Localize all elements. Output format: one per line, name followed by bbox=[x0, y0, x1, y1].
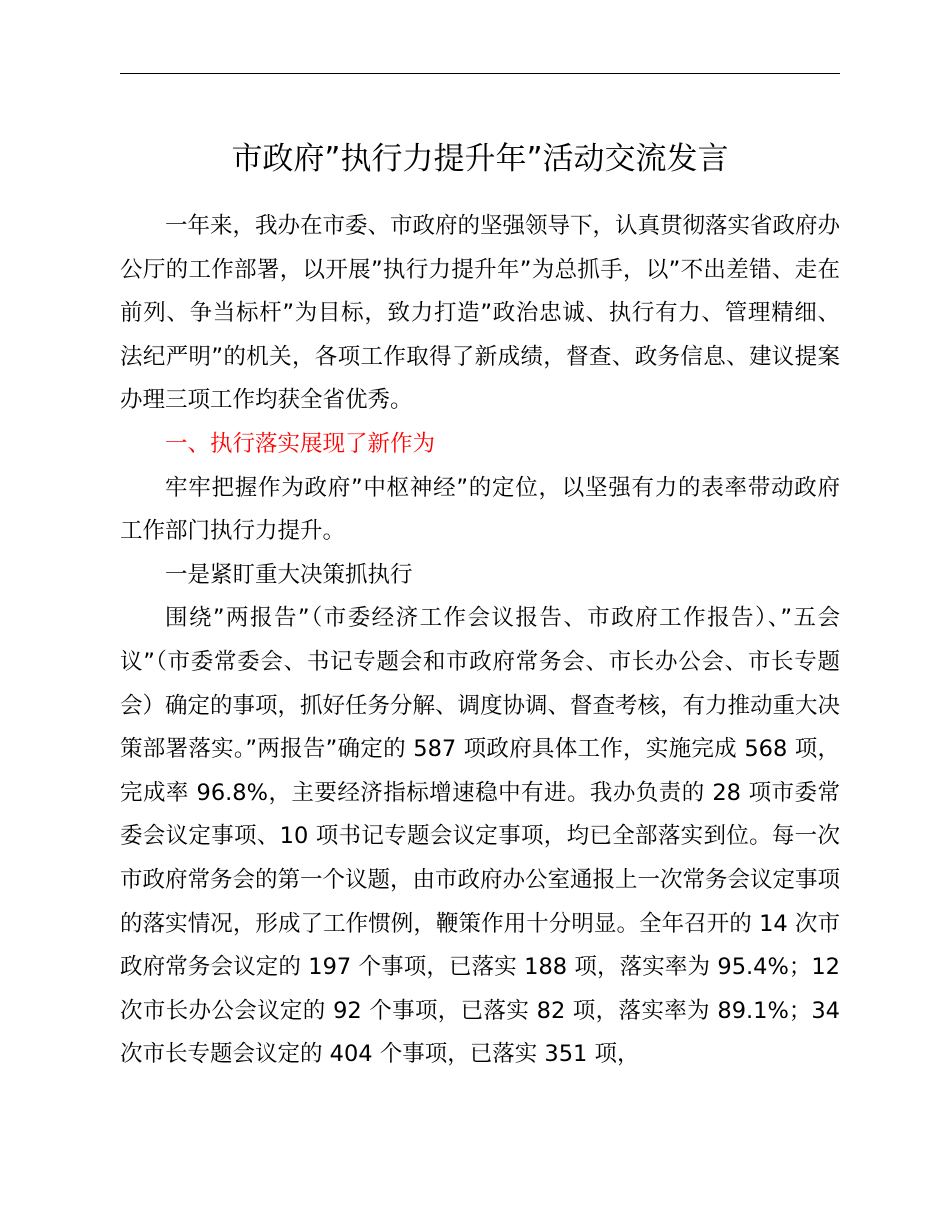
subsection-heading: 一是紧盯重大决策抓执行 bbox=[165, 561, 413, 588]
header-rule bbox=[120, 73, 840, 74]
document-body bbox=[120, 205, 840, 1077]
details-paragraph: 围绕”两报告”（市委经济工作会议报告、市政府工作报告）、”五会议”（市委常委会、书记专题会和市政府常务会、市长办公会、市长专题会）确定的事项，抓好任务分解、调度协调、督查考核，有力推动重大决策部署落实。”两报告”确定的 587 项政府具体工作，实施完成 568 项，完成率 96.8%，主要经济指标增速稳中有进。我办负责的 28 项市委常委会议定事项、10 项书记专题会议定事项，均已全部落实到位。每一次市政府常务会的第一个议题，由市政府办公室通报上一次常务会议定事项的落实情况，形成了工作惯例，鞭策作用十分明显。全年召开的 14 次市政府常务会议定的 197 个事项，已落实 188 项，落实率为 95.4%；12 次市长办公会议定的 92 个事项，已落实 82 项，落实率为 89.1%；34 次市长专题会议定的 404 个事项，已落实 351 项， bbox=[120, 605, 841, 1068]
section-heading: 一、执行落实展现了新作为 bbox=[165, 430, 436, 457]
intro-paragraph: 一年来，我办在市委、市政府的坚强领导下，认真贯彻落实省政府办公厅的工作部署，以开展”执行力提升年”为总抓手，以”不出差错、走在前列、争当标杆”为目标，致力打造”政治忠诚、执行有力、管理精细、法纪严明”的机关，各项工作取得了新成绩，督查、政务信息、建议提案办理三项工作均获全省优秀。 bbox=[120, 213, 841, 414]
document-title: 市政府”执行力提升年”活动交流发言 bbox=[231, 141, 729, 177]
section-intro-paragraph: 牢牢把握作为政府”中枢神经”的定位，以坚强有力的表率带动政府工作部门执行力提升。 bbox=[120, 474, 840, 545]
